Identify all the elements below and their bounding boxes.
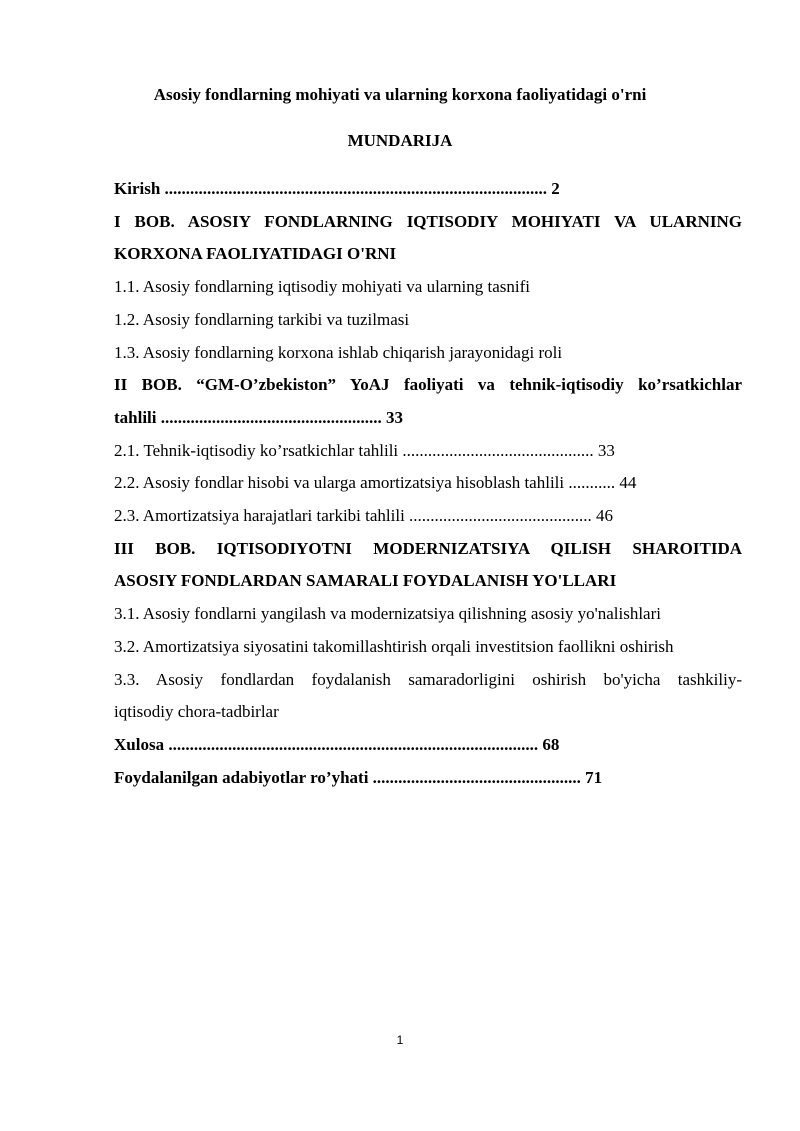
toc-entry-section-1-3: 1.3. Asosiy fondlarning korxona ishlab chiqarish jarayonidagi roli: [114, 342, 563, 362]
page-number: 1: [396, 1033, 404, 1047]
toc-entry-chapter-3-line-2: ASOSIY FONDLARDAN SAMARALI FOYDALANISH YO'LLARI: [114, 571, 617, 591]
toc-entry-section-1-2: 1.2. Asosiy fondlarning tarkibi va tuzilmasi: [114, 309, 410, 329]
toc-entry-chapter-2: [114, 369, 742, 434]
toc-entry-section-3-1: 3.1. Asosiy fondlarni yangilash va modernizatsiya qilishning asosiy yo'nalishlari: [114, 604, 661, 624]
document-title: Asosiy fondlarning mohiyati va ularning korxona faoliyatidagi o'rni: [153, 85, 647, 104]
toc-entry-chapter-1-line-1: I BOB. ASOSIY FONDLARNING IQTISODIY MOHIYATI VA ULARNING: [114, 211, 742, 231]
toc-entry-chapter-3-line-1: III BOB. IQTISODIYOTNI MODERNIZATSIYA QILISH SHAROITIDA: [114, 538, 742, 558]
toc-entry-chapter-1: [114, 206, 742, 271]
toc-entry-section-3-2: 3.2. Amortizatsiya siyosatini takomillashtirish orqali investitsion faollikni oshirish: [114, 636, 674, 656]
toc-entry-section-2-2: 2.2. Asosiy fondlar hisobi va ularga amortizatsiya hisoblash tahlili ........... 44: [114, 473, 637, 493]
toc-entry-section-3-3-line-1: 3.3. Asosiy fondlardan foydalanish samaradorligini oshirish bo'yicha tashkiliy-: [114, 669, 742, 689]
toc-entry-kirish: Kirish .......................................................................................... 2: [114, 179, 560, 198]
toc-entry-chapter-2-line-2: tahlili .................................................... 33: [114, 407, 404, 427]
toc-entry-section-1-1: 1.1. Asosiy fondlarning iqtisodiy mohiyati va ularning tasnifi: [114, 277, 530, 297]
toc-entry-chapter-2-line-1: II BOB. “GM-O’zbekiston” YoAJ faoliyati va tehnik-iqtisodiy ko’rsatkichlar: [114, 375, 742, 395]
toc-heading: MUNDARIJA: [347, 131, 453, 150]
toc-entry-chapter-3: [114, 533, 742, 598]
toc-entry-section-2-1: 2.1. Tehnik-iqtisodiy ko’rsatkichlar tahlili ............................................. 33: [114, 440, 615, 460]
toc-entry-adabiyotlar: Foydalanilgan adabiyotlar ro’yhati ................................................. 71: [114, 767, 603, 787]
toc-entry-section-2-3: 2.3. Amortizatsiya harajatlari tarkibi tahlili ........................................... 46: [114, 506, 614, 526]
toc-entry-section-3-3-line-2: iqtisodiy chora-tadbirlar: [114, 702, 279, 722]
toc-entry-chapter-1-line-2: KORXONA FAOLIYATIDAGI O'RNI: [114, 244, 397, 264]
toc-entry-section-3-3: [114, 664, 742, 729]
table-of-contents: [114, 173, 742, 794]
toc-entry-xulosa: Xulosa ....................................................................................... 68: [114, 734, 560, 754]
